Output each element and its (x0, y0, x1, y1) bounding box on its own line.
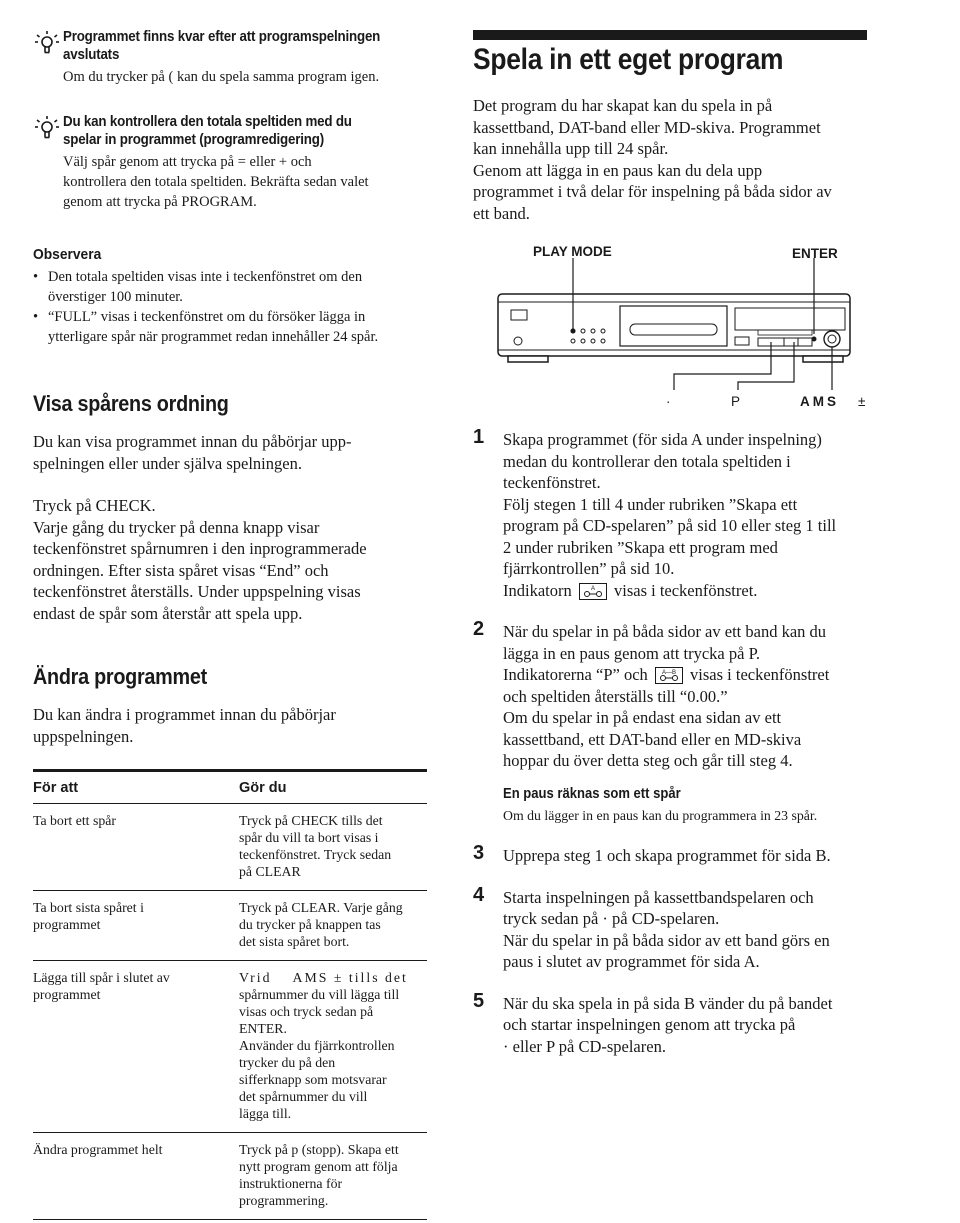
para-line: Du kan ändra i programmet innan du påbörjar (33, 705, 336, 724)
para-line: Genom att lägga in en paus kan du dela upp (473, 160, 763, 180)
para-line: Du kan visa programmet innan du påbörjar upp- (33, 432, 352, 451)
column-header: För att (33, 771, 239, 804)
step-line: När du spelar in på båda sidor av ett band görs en (503, 930, 830, 950)
observera-title: Observera (33, 246, 102, 263)
table-cell (239, 961, 427, 1133)
step-2 (473, 618, 868, 825)
para-line: endast de spår som återstår att spela upp. (33, 603, 303, 623)
tip-title: Du kan kontrollera den totala speltiden med du (63, 114, 352, 130)
label-play-button: · (666, 394, 671, 409)
step-4 (473, 883, 868, 973)
step-line: och startar inspelningen genom att trycka på (503, 1015, 796, 1034)
cell-line: Tryck på CLEAR. Varje gång (239, 900, 403, 915)
para-line: kassettband, DAT-band eller MD-skiva. Programmet (473, 117, 821, 137)
intro-paragraph (473, 95, 868, 224)
visa-paragraph-1 (33, 431, 428, 474)
list-item (33, 307, 428, 347)
step-line: kassettband, ett DAT-band eller en MD-skiva (503, 729, 802, 749)
list-item (33, 267, 428, 307)
pause-note-body: Om du lägger in en paus kan du programmera in 23 spår. (503, 808, 818, 823)
tip-program-remains (33, 28, 428, 87)
tip-body-line: genom att trycka på PROGRAM. (63, 194, 257, 210)
step-text: visas i teckenfönstret. (613, 580, 758, 600)
cell-line: programmering. (239, 1193, 329, 1208)
right-column (473, 30, 868, 1057)
tip-body: Om du trycker på ( kan du spela samma program igen. (63, 69, 380, 85)
list-item-line: överstiger 100 minuter. (48, 289, 183, 305)
step-text: Indikatorn (503, 580, 572, 600)
cell-line: visas och tryck sedan på (239, 1004, 374, 1019)
indicator-text: A—B (661, 670, 676, 676)
step-line: När du ska spela in på sida B vänder du på bandet (503, 993, 833, 1013)
visa-paragraph-2 (33, 495, 428, 624)
pause-note-title: En paus räknas som ett spår (503, 785, 681, 802)
tape-side-ab-indicator-icon (655, 667, 683, 684)
cell-line: Tryck på CHECK tills det (239, 813, 383, 828)
cell-line: sifferknapp som motsvarar (239, 1072, 387, 1087)
tape-side-a-indicator-icon (579, 583, 607, 600)
step-number: 4 (473, 883, 485, 906)
table-cell (239, 804, 427, 891)
para-line: ordningen. Efter sista spåret visas “End” och (33, 560, 329, 580)
cell-line: det spårnummer du vill (239, 1089, 368, 1104)
step-line: teckenfönstret. (503, 473, 601, 492)
step-line (503, 664, 868, 686)
tip-body (63, 152, 428, 212)
para-line: ett band. (473, 203, 530, 223)
column-header: Gör du (239, 771, 427, 804)
tip-body-line: kontrollera den totala speltiden. Bekräfta sedan valet (63, 174, 369, 190)
step-1 (473, 426, 868, 601)
tip-title: Programmet finns kvar efter att programspelningen (63, 29, 381, 45)
list-item-line: • “FULL” visas i teckenfönstret om du försöker lägga in (48, 309, 366, 325)
table-row (33, 891, 427, 961)
cell-line: teckenfönstret. Tryck sedan (239, 847, 392, 862)
step-line: Om du spelar in på endast ena sidan av ett (503, 708, 782, 727)
step-line: Starta inspelningen på kassettbandspelaren och (503, 887, 814, 907)
andra-paragraph (33, 704, 428, 747)
step-text: visas i teckenfönstret (690, 665, 830, 684)
cd-player-illustration (473, 244, 867, 419)
cell-line: spårnummer du vill lägga till (239, 987, 400, 1002)
page-title: Spela in ett eget program (473, 43, 784, 76)
step-text: Indikatorerna “P” och (503, 665, 648, 684)
observera-list (33, 267, 428, 347)
section-rule (473, 30, 867, 40)
cd-player-diagram (473, 244, 867, 419)
para-line: Tryck på CHECK. (33, 496, 156, 515)
step-line: lägga in en paus genom att trycka på P. (503, 643, 761, 663)
para-line: programmet i två delar för inspelning på båda sidor av (473, 182, 832, 201)
para-line: uppspelningen. (33, 726, 134, 746)
lightbulb-icon (33, 30, 61, 56)
label-enter: ENTER (792, 246, 838, 261)
step-line: Upprepa steg 1 och skapa programmet för sida B. (503, 846, 831, 865)
cell-line: Ta bort sista spåret i (33, 900, 144, 915)
step-line: medan du kontrollerar den totala speltiden i (503, 451, 791, 471)
table-row (33, 804, 427, 891)
cell-line: Vrid AMS ± tills det (239, 970, 408, 985)
indicator-text: A (590, 585, 595, 592)
para-line: spelningen eller under själva spelningen. (33, 453, 302, 473)
table-header-row (33, 771, 427, 804)
left-column (33, 28, 428, 1220)
step-line: Skapa programmet (för sida A under inspelning) (503, 430, 822, 449)
step-line (503, 580, 868, 602)
step-5 (473, 989, 868, 1058)
section-title-andra: Ändra programmet (33, 664, 207, 689)
cell-line: det sista spåret bort. (239, 934, 350, 949)
table-cell (239, 1133, 427, 1220)
step-line: · eller P på CD-spelaren. (503, 1036, 666, 1056)
section-title-visa: Visa spårens ordning (33, 391, 229, 416)
cell-line: spår du vill ta bort visas i (239, 830, 379, 845)
table-cell: Ändra programmet helt (33, 1133, 239, 1220)
para-line: Varje gång du trycker på denna knapp visar (33, 517, 320, 537)
cell-line: ENTER. (239, 1021, 287, 1036)
cell-line: lägga till. (239, 1106, 292, 1121)
step-line: 2 under rubriken ”Skapa ett program med (503, 537, 778, 557)
program-edit-table (33, 769, 427, 1220)
cell-line: trycker du på den (239, 1055, 336, 1070)
cell-line: på CLEAR (239, 864, 301, 879)
label-play-mode: PLAY MODE (533, 244, 612, 259)
table-cell (33, 961, 239, 1133)
cell-line: du trycker på knappen tas (239, 917, 381, 932)
cell-line: programmet (33, 987, 101, 1002)
lightbulb-icon (33, 115, 61, 141)
list-item-line: • Den totala speltiden visas inte i teckenfönstret om den (48, 269, 363, 285)
step-number: 3 (473, 842, 485, 864)
table-row (33, 961, 427, 1133)
step-line: hoppar du över detta steg och går till steg 4. (503, 751, 793, 770)
label-ams: AMS (800, 394, 839, 409)
step-line: och speltiden återställs till “0.00.” (503, 686, 728, 706)
step-line: När du spelar in på båda sidor av ett band kan du (503, 622, 827, 641)
step-number: 1 (473, 426, 485, 448)
step-line: Följ stegen 1 till 4 under rubriken ”Skapa ett (503, 494, 798, 514)
cell-line: Lägga till spår i slutet av (33, 970, 170, 985)
step-line: tryck sedan på · på CD-spelaren. (503, 909, 720, 928)
para-line: Det program du har skapat kan du spela in på (473, 96, 773, 115)
cell-line: Använder du fjärrkontrollen (239, 1038, 395, 1053)
list-item-line: ytterligare spår när programmet redan innehåller 24 spår. (48, 329, 379, 345)
para-line: kan innehålla upp till 24 spår. (473, 139, 669, 158)
para-line: teckenfönstret spårnumren i den inprogrammerade (33, 539, 367, 558)
tip-title: avslutats (63, 47, 120, 63)
tip-body-line: Välj spår genom att trycka på = eller + och (63, 154, 312, 170)
cell-line: nytt program genom att följa (239, 1159, 398, 1174)
step-line: program på CD-spelaren” på sid 10 eller steg 1 till (503, 516, 837, 535)
step-number: 2 (473, 618, 485, 640)
step-line: fjärrkontrollen” på sid 10. (503, 559, 675, 578)
label-pause-button: P (731, 394, 741, 409)
tip-total-time (33, 113, 428, 212)
step-3 (473, 842, 868, 867)
table-cell (239, 891, 427, 961)
label-plus-minus: ± (858, 394, 866, 409)
table-cell: Ta bort ett spår (33, 804, 239, 891)
step-number: 5 (473, 989, 485, 1012)
tip-title: spelar in programmet (programredigering) (63, 132, 324, 148)
table-cell (33, 891, 239, 961)
cell-line: Tryck på p (stopp). Skapa ett (239, 1142, 399, 1157)
cell-line: programmet (33, 917, 101, 932)
step-line: paus i slutet av programmet för sida A. (503, 952, 760, 971)
table-row (33, 1133, 427, 1220)
cell-line: instruktionerna för (239, 1176, 343, 1191)
para-line: teckenfönstret återställs. Under uppspelning visas (33, 582, 361, 601)
